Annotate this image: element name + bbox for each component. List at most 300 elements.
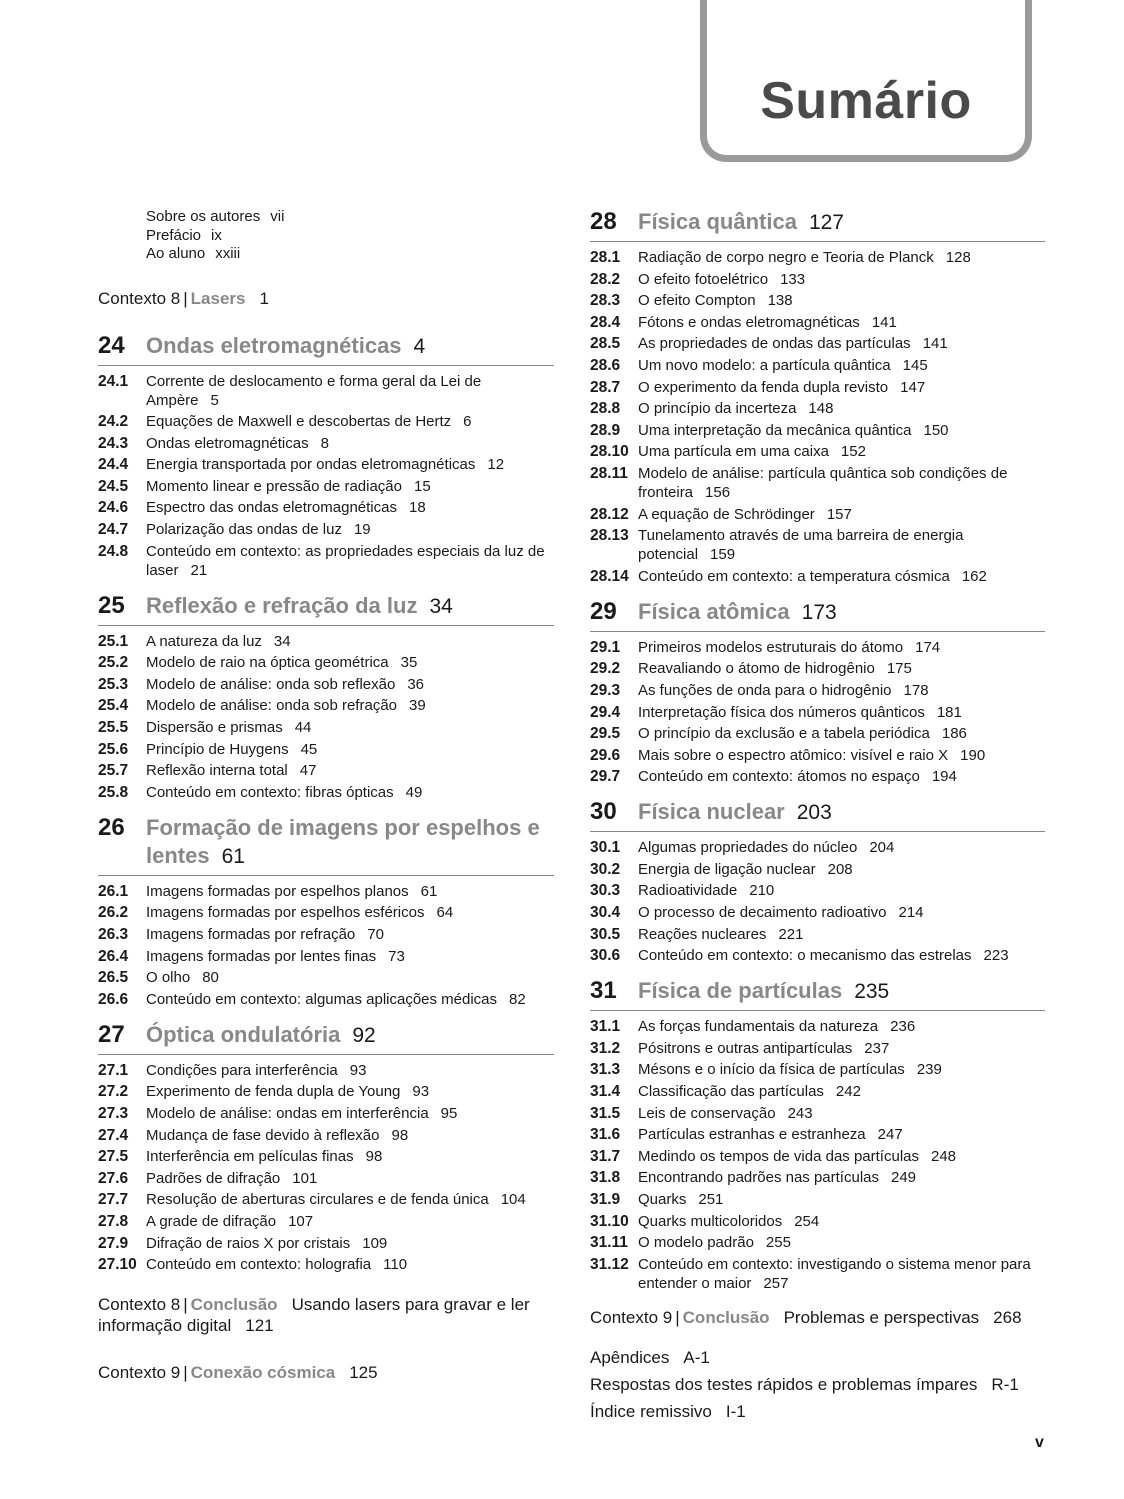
section-number: 25.6 xyxy=(98,740,129,758)
section-title: Modelo de raio na óptica geométrica 35 xyxy=(146,654,418,672)
section-title: Energia transportada por ondas eletromagnéticas 12 xyxy=(146,456,505,474)
section-entry[interactable] xyxy=(590,838,1045,857)
section-title: Quarks multicoloridos 254 xyxy=(638,1212,820,1230)
section-number: 27.10 xyxy=(98,1256,137,1274)
section-entry[interactable] xyxy=(98,520,554,539)
section-title: Mésons e o início da física de partículas 239 xyxy=(638,1061,942,1079)
section-page: 49 xyxy=(405,783,423,801)
section-title: Ondas eletromagnéticas 8 xyxy=(146,434,329,452)
chapter-title: Óptica ondulatória 92 xyxy=(146,1021,376,1047)
section-page: 93 xyxy=(349,1061,367,1079)
section-page: 133 xyxy=(780,270,806,288)
section-number: 29.4 xyxy=(590,703,621,721)
section-number: 27.4 xyxy=(98,1126,129,1144)
section-entry[interactable] xyxy=(98,925,554,944)
section-number: 28.11 xyxy=(590,464,628,482)
section-title: Conteúdo em contexto: holografia 110 xyxy=(146,1256,408,1274)
section-page: 95 xyxy=(440,1104,458,1122)
section-number: 24.2 xyxy=(98,413,129,431)
section-entry[interactable] xyxy=(98,990,554,1009)
section-title: O princípio da exclusão e a tabela periódica 186 xyxy=(638,725,967,743)
section-entry[interactable] xyxy=(590,724,1045,743)
section-number: 28.3 xyxy=(590,292,621,310)
section-entry[interactable] xyxy=(98,1255,554,1274)
section-title: A natureza da luz 34 xyxy=(146,632,291,650)
section-title: Corrente de deslocamento e forma geral da Lei de Ampère 5 xyxy=(146,372,482,409)
section-page: 145 xyxy=(902,356,928,374)
chapter-page: 61 xyxy=(221,844,245,868)
section-entry[interactable] xyxy=(590,681,1045,700)
section-number: 28.2 xyxy=(590,270,621,288)
section-page: 18 xyxy=(408,499,426,517)
section-entry[interactable] xyxy=(590,1104,1045,1123)
section-title: Padrões de difração 101 xyxy=(146,1169,318,1187)
section-number: 25.5 xyxy=(98,719,129,737)
section-number: 30.6 xyxy=(590,947,621,965)
section-title: Uma partícula em uma caixa 152 xyxy=(638,443,866,461)
chapter-number: 27 xyxy=(98,1020,125,1048)
section-number: 26.6 xyxy=(98,990,129,1008)
front-item[interactable]: Sobre os autores vii xyxy=(146,208,285,225)
front-matter xyxy=(146,208,554,264)
section-entry[interactable] xyxy=(98,718,554,737)
chapter-title: Física nuclear 203 xyxy=(638,799,832,825)
chapter-heading[interactable] xyxy=(98,592,554,626)
section-number: 25.8 xyxy=(98,783,129,801)
section-number: 27.3 xyxy=(98,1104,129,1122)
section-page: 109 xyxy=(362,1234,388,1252)
section-page: 251 xyxy=(698,1191,724,1208)
chapter xyxy=(98,332,554,580)
section-entry[interactable] xyxy=(98,740,554,759)
chapter-title: Reflexão e refração da luz 34 xyxy=(146,592,453,618)
left-column xyxy=(98,208,554,1383)
section-page: 204 xyxy=(869,839,895,857)
section-title: O efeito Compton 138 xyxy=(638,292,793,310)
section-title: Mais sobre o espectro atômico: visível e raio X 190 xyxy=(638,746,986,764)
section-title: Conteúdo em contexto: as propriedades especiais da luz de laser 21 xyxy=(146,542,545,579)
title-tab xyxy=(700,0,1032,162)
chapter-page: 4 xyxy=(413,334,426,358)
section-number: 31.7 xyxy=(590,1147,621,1165)
back-item[interactable]: Índice remissivo I-1 xyxy=(590,1401,746,1421)
section-number: 28.6 xyxy=(590,356,621,374)
section-page: 141 xyxy=(871,313,897,331)
section-entry[interactable] xyxy=(590,860,1045,879)
section-entry[interactable] xyxy=(590,1060,1045,1079)
section-page: 221 xyxy=(778,925,804,943)
section-title: Reavaliando o átomo de hidrogênio 175 xyxy=(638,660,912,678)
section-entry[interactable] xyxy=(590,703,1045,722)
section-entry[interactable] xyxy=(590,1039,1045,1058)
section-page: 223 xyxy=(983,947,1009,965)
section-entry[interactable] xyxy=(590,925,1045,944)
section-entry[interactable] xyxy=(590,291,1045,310)
section-title: A equação de Schrödinger 157 xyxy=(638,505,852,523)
section-page: 104 xyxy=(500,1191,526,1209)
page-title: Sumário xyxy=(760,72,972,130)
section-number: 28.4 xyxy=(590,313,621,331)
section-page: 157 xyxy=(826,505,852,523)
front-item[interactable]: Ao aluno xxiii xyxy=(146,245,241,262)
section-entry[interactable] xyxy=(98,947,554,966)
section-page: 34 xyxy=(273,632,291,650)
section-number: 30.5 xyxy=(590,925,621,943)
section-title: As propriedades de ondas das partículas 141 xyxy=(638,335,948,353)
section-title: Equações de Maxwell e descobertas de Hertz 6 xyxy=(146,413,472,431)
chapter xyxy=(590,798,1045,965)
chapter-heading[interactable] xyxy=(98,814,554,876)
section-entry[interactable] xyxy=(98,675,554,694)
section-page: 156 xyxy=(705,483,731,501)
section-number: 28.13 xyxy=(590,527,629,545)
section-number: 26.3 xyxy=(98,926,129,943)
section-page: 61 xyxy=(420,882,438,900)
section-entry[interactable] xyxy=(590,1168,1045,1187)
section-title: O princípio da incerteza 148 xyxy=(638,400,834,418)
section-entry[interactable] xyxy=(590,946,1045,965)
section-page: 147 xyxy=(900,378,926,396)
section-number: 31.3 xyxy=(590,1061,621,1079)
section-number: 27.7 xyxy=(98,1191,129,1209)
chapter xyxy=(98,592,554,802)
section-entry[interactable] xyxy=(98,1126,554,1145)
section-page: 257 xyxy=(763,1274,789,1292)
right-column xyxy=(590,208,1045,1425)
section-page: 128 xyxy=(945,249,971,266)
section-entry[interactable] xyxy=(98,1147,554,1166)
section-entry[interactable] xyxy=(98,696,554,715)
section-title: Conteúdo em contexto: o mecanismo das estrelas 223 xyxy=(638,947,1009,965)
section-entry[interactable] xyxy=(590,1125,1045,1144)
section-page: 73 xyxy=(388,947,405,965)
section-page: 248 xyxy=(931,1147,957,1165)
section-entry[interactable] xyxy=(590,399,1045,418)
section-title: O olho 80 xyxy=(146,969,219,987)
section-page: 82 xyxy=(509,990,526,1008)
section-entry[interactable] xyxy=(98,653,554,672)
section-title: A grade de difração 107 xyxy=(146,1212,314,1230)
section-title: Espectro das ondas eletromagnéticas 18 xyxy=(146,499,426,517)
section-entry[interactable] xyxy=(590,442,1045,461)
section-page: 162 xyxy=(961,567,987,585)
section-page: 15 xyxy=(413,477,431,495)
section-title: Imagens formadas por espelhos esféricos 64 xyxy=(146,904,454,922)
section-entry[interactable] xyxy=(590,659,1045,678)
section-entry[interactable] xyxy=(98,542,554,580)
section-page: 178 xyxy=(903,681,929,699)
section-entry[interactable] xyxy=(98,372,554,410)
section-entry[interactable] xyxy=(590,1082,1045,1101)
section-entry[interactable] xyxy=(98,477,554,496)
section-page: 247 xyxy=(877,1126,903,1144)
section-number: 27.1 xyxy=(98,1061,129,1079)
section-entry[interactable] xyxy=(98,1234,554,1253)
section-number: 28.9 xyxy=(590,421,621,439)
section-title: Modelo de análise: onda sob reflexão 36 xyxy=(146,675,425,693)
section-number: 26.4 xyxy=(98,947,129,965)
section-entry[interactable] xyxy=(590,881,1045,900)
section-entry[interactable] xyxy=(590,1212,1045,1231)
section-entry[interactable] xyxy=(98,968,554,987)
section-title: O modelo padrão 255 xyxy=(638,1234,791,1252)
chapter xyxy=(98,814,554,1009)
section-entry[interactable] xyxy=(98,761,554,780)
chapter xyxy=(590,208,1045,586)
chapter-number: 31 xyxy=(590,977,617,1005)
section-title: Conteúdo em contexto: átomos no espaço 194 xyxy=(638,768,957,786)
section-number: 27.9 xyxy=(98,1234,129,1252)
chapter-heading[interactable] xyxy=(590,977,1045,1011)
section-page: 249 xyxy=(891,1169,917,1187)
section-title: Um novo modelo: a partícula quântica 145 xyxy=(638,356,928,374)
section-number: 28.5 xyxy=(590,335,621,353)
section-title: Tunelamento através de uma barreira de energia potencial 159 xyxy=(638,527,964,564)
section-page: 243 xyxy=(787,1104,813,1122)
section-entry[interactable] xyxy=(98,498,554,517)
chapter-heading[interactable] xyxy=(590,208,1045,242)
section-entry[interactable] xyxy=(590,248,1045,267)
section-number: 29.1 xyxy=(590,638,621,656)
section-number: 27.2 xyxy=(98,1083,129,1101)
section-title: Conteúdo em contexto: fibras ópticas 49 xyxy=(146,783,423,801)
section-number: 31.2 xyxy=(590,1039,621,1057)
section-page: 186 xyxy=(941,725,967,743)
section-page: 159 xyxy=(710,546,736,564)
section-entry[interactable] xyxy=(590,505,1045,524)
back-item[interactable]: Apêndices A-1 xyxy=(590,1347,710,1367)
context-entry[interactable]: Contexto 9 | Conclusão Problemas e perspectivas 268 xyxy=(590,1307,1022,1327)
section-title: Quarks 251 xyxy=(638,1191,724,1208)
section-entry[interactable] xyxy=(590,1190,1045,1209)
context-entry[interactable]: Contexto 9 | Conexão cósmica 125 xyxy=(98,1363,378,1383)
section-title: Polarização das ondas de luz 19 xyxy=(146,521,371,539)
section-page: 12 xyxy=(487,456,505,474)
section-number: 26.2 xyxy=(98,904,129,922)
chapter-number: 25 xyxy=(98,591,125,619)
chapter-title: Ondas eletromagnéticas 4 xyxy=(146,332,426,358)
section-entry[interactable] xyxy=(590,567,1045,586)
section-entry[interactable] xyxy=(590,356,1045,375)
section-entry[interactable] xyxy=(590,526,1045,564)
section-title: Condições para interferência 93 xyxy=(146,1061,367,1079)
back-matter xyxy=(590,1344,1045,1425)
section-page: 19 xyxy=(353,521,371,539)
section-page: 93 xyxy=(412,1083,430,1101)
section-number: 31.5 xyxy=(590,1104,621,1122)
section-entry[interactable] xyxy=(98,1169,554,1188)
section-number: 25.2 xyxy=(98,654,129,672)
section-number: 29.7 xyxy=(590,768,621,786)
section-page: 208 xyxy=(827,860,853,878)
section-title: Interferência em películas finas 98 xyxy=(146,1148,383,1166)
section-page: 21 xyxy=(190,561,208,579)
section-number: 27.8 xyxy=(98,1212,129,1230)
section-page: 194 xyxy=(931,768,957,786)
section-entry[interactable] xyxy=(590,1147,1045,1166)
section-page: 214 xyxy=(898,904,924,922)
section-number: 30.2 xyxy=(590,860,621,878)
section-entry[interactable] xyxy=(590,1233,1045,1252)
section-number: 25.4 xyxy=(98,697,129,715)
section-page: 107 xyxy=(288,1212,314,1230)
section-title: Princípio de Huygens 45 xyxy=(146,740,318,758)
section-page: 45 xyxy=(300,740,318,758)
section-number: 28.10 xyxy=(590,443,629,461)
section-title: Modelo de análise: onda sob refração 39 xyxy=(146,697,426,715)
section-entry[interactable] xyxy=(98,455,554,474)
section-entry[interactable] xyxy=(98,434,554,453)
section-number: 31.4 xyxy=(590,1083,621,1101)
section-number: 31.1 xyxy=(590,1018,621,1036)
section-entry[interactable] xyxy=(590,767,1045,786)
section-entry[interactable] xyxy=(590,638,1045,657)
section-entry[interactable] xyxy=(590,334,1045,353)
section-title: Encontrando padrões nas partículas 249 xyxy=(638,1169,917,1187)
section-number: 29.3 xyxy=(590,681,621,699)
section-number: 28.14 xyxy=(590,567,629,585)
section-page: 141 xyxy=(922,335,948,353)
section-entry[interactable] xyxy=(98,1212,554,1231)
section-entry[interactable] xyxy=(98,1104,554,1123)
section-number: 31.12 xyxy=(590,1255,629,1273)
section-title: Reações nucleares 221 xyxy=(638,925,804,943)
section-number: 28.8 xyxy=(590,400,621,418)
section-title: Partículas estranhas e estranheza 247 xyxy=(638,1126,903,1144)
section-title: Radioatividade 210 xyxy=(638,882,775,900)
chapter-number: 26 xyxy=(98,813,125,841)
section-page: 255 xyxy=(765,1234,791,1252)
section-title: Mudança de fase devido à reflexão 98 xyxy=(146,1126,409,1144)
context-entry[interactable]: Contexto 8 | Conclusão Usando lasers para gravar e ler informação digital 121 xyxy=(98,1295,530,1336)
section-number: 29.5 xyxy=(590,725,621,743)
section-title: O efeito fotoelétrico 133 xyxy=(638,270,806,288)
section-page: 47 xyxy=(299,762,317,780)
section-page: 39 xyxy=(409,697,426,715)
section-entry[interactable] xyxy=(98,1082,554,1101)
section-entry[interactable] xyxy=(98,882,554,901)
section-entry[interactable] xyxy=(590,464,1045,502)
section-entry[interactable] xyxy=(590,1255,1045,1293)
section-entry[interactable] xyxy=(590,378,1045,397)
section-title: Conteúdo em contexto: a temperatura cósmica 162 xyxy=(638,567,987,585)
section-number: 31.6 xyxy=(590,1126,621,1144)
section-title: Reflexão interna total 47 xyxy=(146,762,317,780)
section-entry[interactable] xyxy=(98,412,554,431)
section-number: 24.8 xyxy=(98,542,129,560)
section-entry[interactable] xyxy=(590,903,1045,922)
section-number: 30.3 xyxy=(590,882,621,900)
section-entry[interactable] xyxy=(590,270,1045,289)
section-page: 110 xyxy=(383,1256,408,1274)
section-page: 181 xyxy=(936,703,962,721)
section-entry[interactable] xyxy=(590,421,1045,440)
section-title: Energia de ligação nuclear 208 xyxy=(638,860,853,878)
section-number: 28.1 xyxy=(590,249,621,266)
section-page: 239 xyxy=(916,1061,942,1079)
section-page: 5 xyxy=(210,391,219,409)
chapter xyxy=(98,1021,554,1274)
back-item[interactable]: Respostas dos testes rápidos e problemas ímpares R-1 xyxy=(590,1374,1019,1394)
section-number: 26.5 xyxy=(98,969,129,987)
section-entry[interactable] xyxy=(590,313,1045,332)
section-number: 29.6 xyxy=(590,746,621,764)
section-title: Experimento de fenda dupla de Young 93 xyxy=(146,1083,430,1101)
chapter-title: Formação de imagens por espelhos e lentes 61 xyxy=(146,814,540,868)
section-number: 30.4 xyxy=(590,904,621,922)
section-title: Dispersão e prismas 44 xyxy=(146,719,312,737)
section-title: As funções de onda para o hidrogênio 178 xyxy=(638,681,929,699)
section-entry[interactable] xyxy=(98,1061,554,1080)
chapter-number: 24 xyxy=(98,331,125,359)
section-title: Difração de raios X por cristais 109 xyxy=(146,1234,388,1252)
section-page: 8 xyxy=(320,434,329,452)
section-title: Modelo de análise: partícula quântica sob condições de fronteira 156 xyxy=(638,464,1008,501)
section-title: O processo de decaimento radioativo 214 xyxy=(638,904,924,922)
section-number: 31.9 xyxy=(590,1191,621,1208)
section-title: Resolução de aberturas circulares e de fenda única 104 xyxy=(146,1191,526,1209)
chapter-number: 30 xyxy=(590,798,617,826)
section-entry[interactable] xyxy=(98,632,554,651)
chapter xyxy=(590,598,1045,787)
section-number: 24.6 xyxy=(98,499,129,517)
section-number: 24.5 xyxy=(98,477,129,495)
chapter-heading[interactable] xyxy=(98,1021,554,1055)
chapter-page: 34 xyxy=(429,594,453,618)
section-title: O experimento da fenda dupla revisto 147 xyxy=(638,378,926,396)
section-title: Modelo de análise: ondas em interferência 95 xyxy=(146,1104,458,1122)
chapter-heading[interactable] xyxy=(590,598,1045,632)
section-page: 210 xyxy=(749,882,775,900)
chapter-page: 92 xyxy=(352,1023,376,1047)
context-entry[interactable]: Contexto 8 | Lasers 1 xyxy=(98,288,269,308)
chapter-heading[interactable] xyxy=(590,798,1045,832)
section-number: 24.7 xyxy=(98,521,129,539)
section-number: 24.3 xyxy=(98,434,129,452)
chapter-heading[interactable] xyxy=(98,332,554,366)
section-number: 25.1 xyxy=(98,632,129,650)
chapter xyxy=(590,977,1045,1293)
page-number: v xyxy=(1035,1434,1044,1451)
section-page: 237 xyxy=(864,1039,890,1057)
section-page: 138 xyxy=(767,292,793,310)
section-title: Interpretação física dos números quânticos 181 xyxy=(638,703,962,721)
section-number: 25.3 xyxy=(98,675,129,693)
section-entry[interactable] xyxy=(98,783,554,802)
section-title: Uma interpretação da mecânica quântica 150 xyxy=(638,421,949,439)
section-title: Fótons e ondas eletromagnéticas 141 xyxy=(638,313,897,331)
section-title: Algumas propriedades do núcleo 204 xyxy=(638,839,895,857)
section-page: 6 xyxy=(463,413,472,431)
section-number: 27.6 xyxy=(98,1169,129,1187)
section-title: Imagens formadas por lentes finas 73 xyxy=(146,947,405,965)
section-number: 27.5 xyxy=(98,1148,129,1166)
section-entry[interactable] xyxy=(98,1190,554,1209)
chapter-page: 203 xyxy=(796,801,832,825)
front-item[interactable]: Prefácio ix xyxy=(146,226,222,244)
section-entry[interactable] xyxy=(590,1017,1045,1036)
section-number: 24.4 xyxy=(98,456,129,474)
section-entry[interactable] xyxy=(98,903,554,922)
section-entry[interactable] xyxy=(590,746,1045,765)
section-page: 148 xyxy=(808,400,834,418)
section-number: 31.8 xyxy=(590,1169,621,1187)
section-page: 242 xyxy=(835,1083,861,1101)
section-number: 25.7 xyxy=(98,762,129,780)
section-page: 35 xyxy=(400,654,418,672)
section-page: 70 xyxy=(367,926,384,943)
section-page: 101 xyxy=(292,1169,318,1187)
